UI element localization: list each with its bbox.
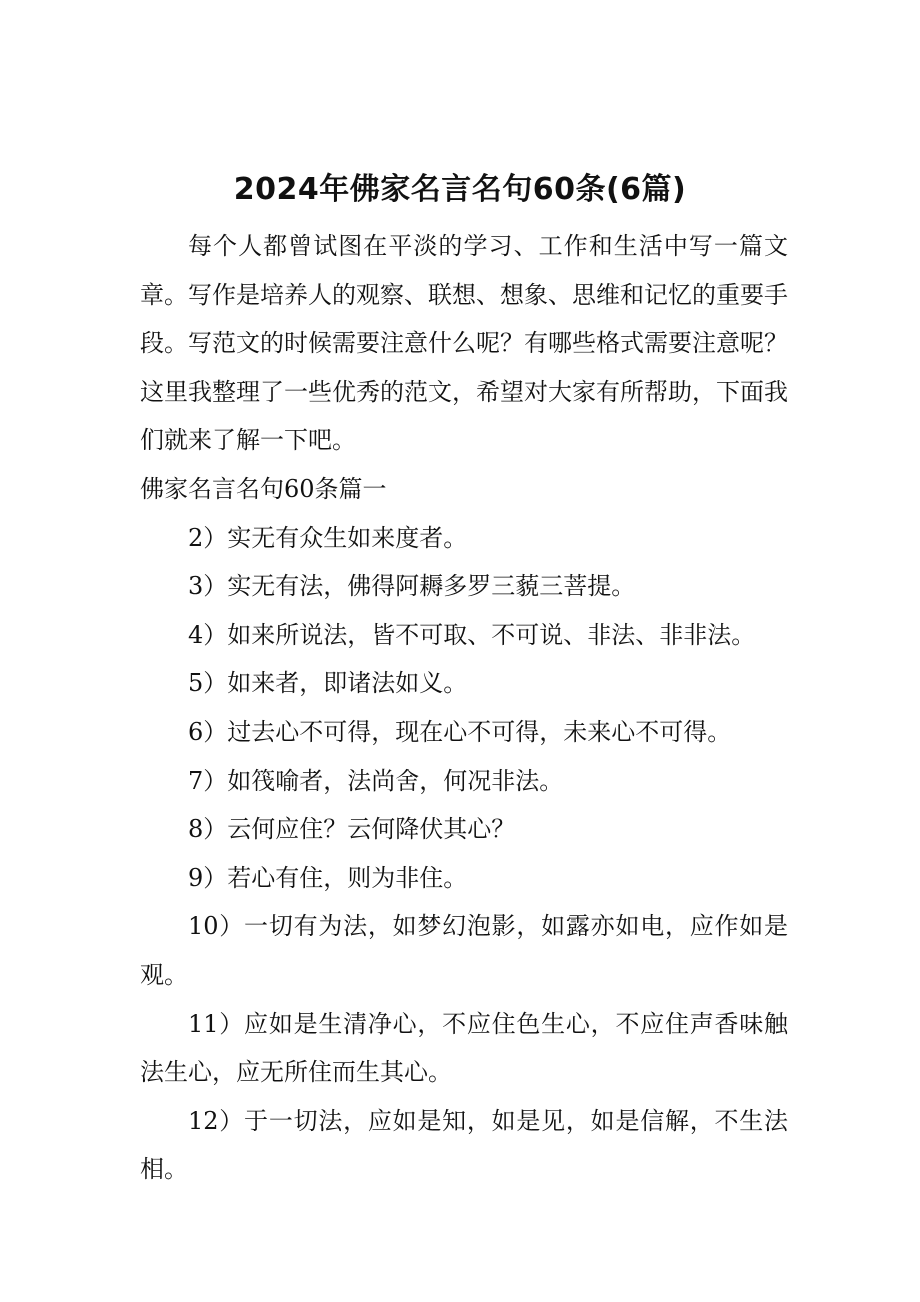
quote-item: 4）如来所说法，皆不可取、不可说、非法、非非法。 <box>188 620 756 649</box>
quote-item: 6）过去心不可得，现在心不可得，未来心不可得。 <box>188 717 732 746</box>
quote-item: 5）如来者，即诸法如义。 <box>188 669 468 698</box>
quote-item: 3）实无有法，佛得阿耨多罗三藐三菩提。 <box>188 572 636 601</box>
quote-item: 8）云何应住？云何降伏其心？ <box>188 815 516 844</box>
quote-item: 2）实无有众生如来度者。 <box>188 523 468 552</box>
intro-paragraph: 每个人都曾试图在平淡的学习、工作和生活中写一篇文章。写作是培养人的观察、联想、想象、思维和记忆的重要手段。写范文的时候需要注意什么呢？有哪些格式需要注意呢？这里我整理了一些优秀的范文，希望对大家有所帮助，下面我们就来了解一下吧。 <box>140 232 788 455</box>
quote-item: 9）若心有住，则为非住。 <box>188 863 468 892</box>
quote-item: 11）应如是生清净心，不应住色生心，不应住声香味触法生心，应无所住而生其心。 <box>140 1009 788 1087</box>
quote-item: 7）如筏喻者，法尚舍，何况非法。 <box>188 766 564 795</box>
section-heading: 佛家名言名句60条篇一 <box>140 474 387 503</box>
quote-item: 10）一切有为法，如梦幻泡影，如露亦如电，应作如是观。 <box>140 912 788 989</box>
document-title: 2024年佛家名言名句60条(6篇) <box>233 172 687 208</box>
quote-list <box>140 514 788 1194</box>
document-body <box>140 222 788 1194</box>
quote-item: 12）于一切法，应如是知，如是见，如是信解，不生法相。 <box>140 1106 788 1184</box>
